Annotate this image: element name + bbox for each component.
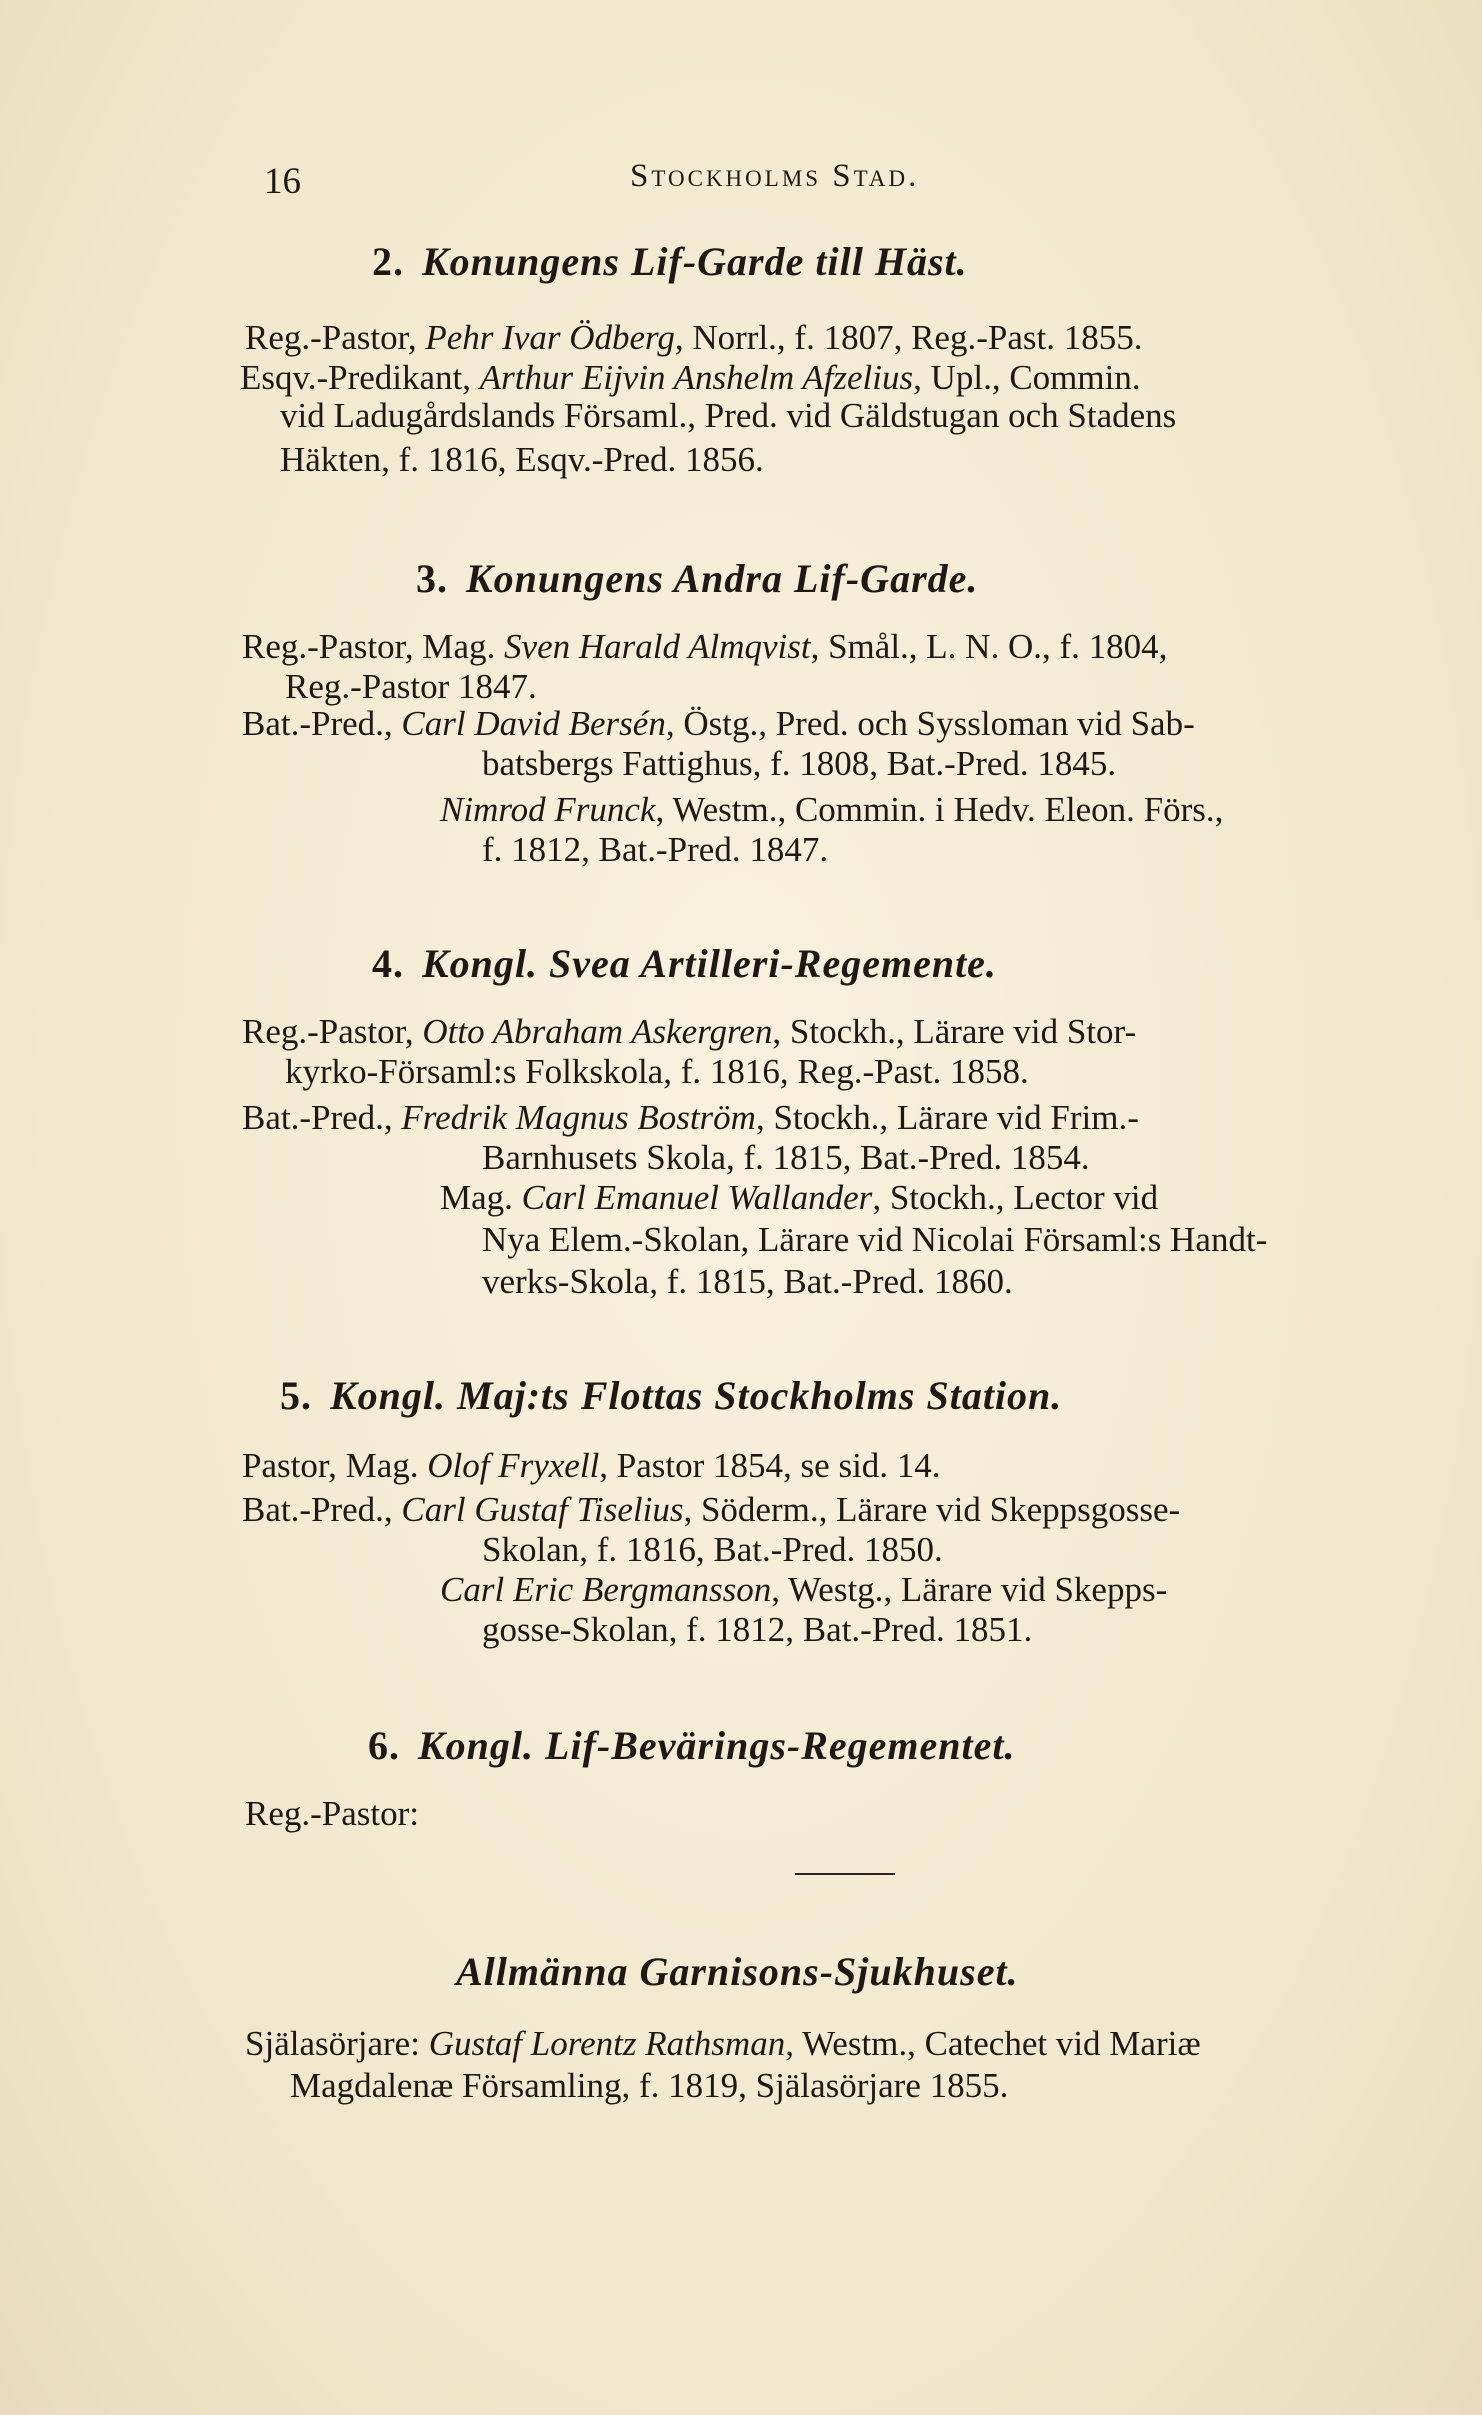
running-title: Stockholms Stad. bbox=[630, 158, 920, 194]
section-heading bbox=[372, 940, 997, 987]
text-line: Häkten, f. 1816, Esqv.-Pred. 1856. bbox=[280, 440, 764, 479]
section-number: 4. bbox=[372, 941, 404, 986]
text-line: batsbergs Fattighus, f. 1808, Bat.-Pred. 1845. bbox=[482, 744, 1117, 783]
text-line: Reg.-Pastor, Mag. Sven Harald Almqvist, Smål., L. N. O., f. 1804, bbox=[242, 627, 1168, 666]
section-heading bbox=[372, 238, 968, 285]
text-line: Bat.-Pred., Fredrik Magnus Boström, Stockh., Lärare vid Frim.- bbox=[242, 1098, 1139, 1137]
text-line: Reg.-Pastor, Otto Abraham Askergren, Stockh., Lärare vid Stor- bbox=[242, 1012, 1137, 1051]
text-line: Skolan, f. 1816, Bat.-Pred. 1850. bbox=[482, 1530, 943, 1569]
text-line: f. 1812, Bat.-Pred. 1847. bbox=[482, 830, 829, 869]
section-heading bbox=[368, 1722, 1016, 1769]
section-heading bbox=[280, 1372, 1062, 1419]
section-heading bbox=[438, 1948, 1019, 1995]
divider-rule bbox=[795, 1873, 895, 1875]
section-number: 2. bbox=[372, 239, 404, 284]
text-line: Barnhusets Skola, f. 1815, Bat.-Pred. 1854. bbox=[482, 1138, 1090, 1177]
text-line: Själasörjare: Gustaf Lorentz Rathsman, Westm., Catechet vid Mariæ bbox=[245, 2024, 1201, 2063]
section-number: 5. bbox=[280, 1373, 312, 1418]
text-line: verks-Skola, f. 1815, Bat.-Pred. 1860. bbox=[482, 1262, 1013, 1301]
text-line: Reg.-Pastor: bbox=[245, 1794, 420, 1833]
section-title: Kongl. Lif-Bevärings-Regementet. bbox=[418, 1723, 1016, 1768]
section-heading bbox=[416, 555, 978, 602]
text-line: Reg.-Pastor, Pehr Ivar Ödberg, Norrl., f. 1807, Reg.-Past. 1855. bbox=[245, 318, 1143, 357]
text-line: Pastor, Mag. Olof Fryxell, Pastor 1854, se sid. 14. bbox=[242, 1446, 941, 1485]
text-line: Reg.-Pastor 1847. bbox=[285, 667, 537, 706]
text-line: Nimrod Frunck, Westm., Commin. i Hedv. Eleon. Förs., bbox=[440, 790, 1224, 829]
section-number: 6. bbox=[368, 1723, 400, 1768]
text-line: gosse-Skolan, f. 1812, Bat.-Pred. 1851. bbox=[482, 1610, 1033, 1649]
section-title: Kongl. Svea Artilleri-Regemente. bbox=[422, 941, 997, 986]
text-line: Carl Eric Bergmansson, Westg., Lärare vid Skepps- bbox=[440, 1570, 1168, 1609]
text-line: Mag. Carl Emanuel Wallander, Stockh., Lector vid bbox=[440, 1178, 1159, 1217]
text-line: kyrko-Församl:s Folkskola, f. 1816, Reg.-Past. 1858. bbox=[285, 1052, 1029, 1091]
text-line: Magdalenæ Församling, f. 1819, Själasörjare 1855. bbox=[290, 2066, 1009, 2105]
text-line: vid Ladugårdslands Församl., Pred. vid Gäldstugan och Stadens bbox=[280, 396, 1177, 435]
section-number: 3. bbox=[416, 556, 448, 601]
text-line: Bat.-Pred., Carl David Bersén, Östg., Pred. och Syssloman vid Sab- bbox=[242, 704, 1195, 743]
section-title: Allmänna Garnisons-Sjukhuset. bbox=[456, 1949, 1019, 1994]
text-line: Bat.-Pred., Carl Gustaf Tiselius, Söderm., Lärare vid Skeppsgosse- bbox=[242, 1490, 1181, 1529]
section-title: Konungens Lif-Garde till Häst. bbox=[422, 239, 968, 284]
section-title: Konungens Andra Lif-Garde. bbox=[466, 556, 979, 601]
text-line: Esqv.-Predikant, Arthur Eijvin Anshelm Afzelius, Upl., Commin. bbox=[240, 358, 1141, 397]
page-number: 16 bbox=[264, 161, 301, 202]
section-title: Kongl. Maj:ts Flottas Stockholms Station. bbox=[330, 1373, 1063, 1418]
text-line: Nya Elem.-Skolan, Lärare vid Nicolai Församl:s Handt- bbox=[482, 1220, 1268, 1259]
